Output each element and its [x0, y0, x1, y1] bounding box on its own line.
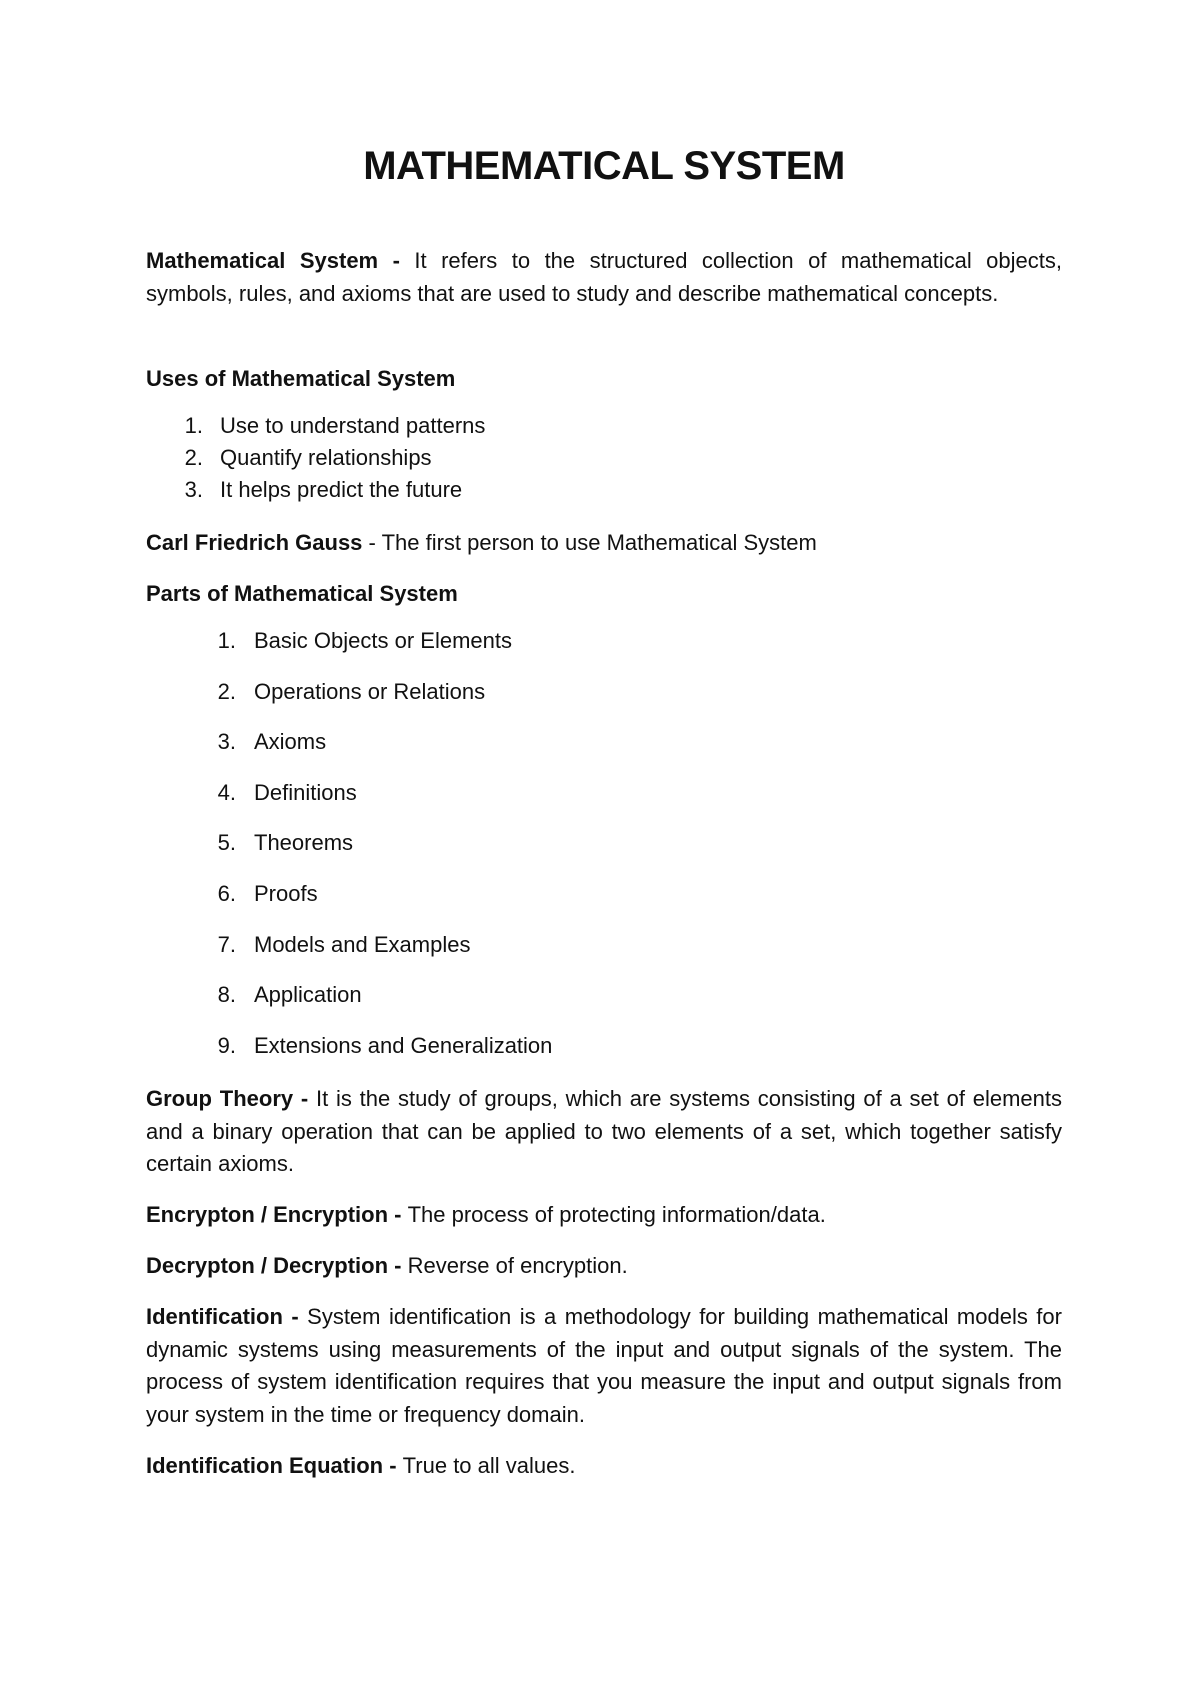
decryption-term: Decrypton / Decryption - — [146, 1253, 408, 1278]
encryption-paragraph — [146, 1199, 1062, 1232]
identification-equation-term: Identification Equation - — [146, 1453, 403, 1478]
uses-heading: Uses of Mathematical System — [146, 366, 456, 391]
list-item: 3. Axioms — [217, 729, 327, 754]
identification-term: Identification - — [146, 1304, 308, 1329]
identification-equation-paragraph — [146, 1450, 1062, 1483]
identification-text: System identification is a methodology for building mathematical models for dynamic systems using measurements of the input and output signals of the system. The process of system identification requires that you measure the input and output signals from your system in the time or frequency domain. — [146, 1304, 1062, 1427]
decryption-text: Reverse of encryption. — [407, 1253, 628, 1278]
list-item: 3. It helps predict the future — [184, 477, 463, 502]
definition-term: Mathematical System - — [146, 248, 415, 273]
list-item: 1. Use to understand patterns — [184, 413, 486, 438]
list-item: 5. Theorems — [217, 830, 354, 855]
identification-equation-text: True to all values. — [402, 1453, 576, 1478]
group-theory-term: Group Theory - — [146, 1086, 316, 1111]
group-theory-paragraph — [146, 1083, 1062, 1181]
definition-text: It refers to the structured collection of mathematical objects, symbols, rules, and axioms that are used to study and describe mathematical concepts. — [146, 248, 1063, 306]
list-item: 6. Proofs — [217, 881, 318, 906]
page-title: MATHEMATICAL SYSTEM — [363, 144, 845, 188]
gauss-term: Carl Friedrich Gauss — [146, 530, 363, 555]
list-item: 2. Operations or Relations — [217, 679, 486, 704]
decryption-paragraph — [146, 1250, 1062, 1283]
list-item: 4. Definitions — [217, 780, 357, 805]
group-theory-text: It is the study of groups, which are systems consisting of a set of elements and a binary operation that can be applied to two elements of a set, which together satisfy certain axioms. — [146, 1086, 1062, 1176]
identification-paragraph — [146, 1301, 1062, 1431]
list-item: 1. Basic Objects or Elements — [217, 628, 512, 653]
definition-paragraph — [146, 245, 1062, 310]
list-item: 8. Application — [217, 982, 362, 1007]
list-item: 2. Quantify relationships — [184, 445, 432, 470]
encryption-text: The process of protecting information/data. — [407, 1202, 826, 1227]
list-item: 9. Extensions and Generalization — [217, 1033, 553, 1058]
parts-heading: Parts of Mathematical System — [146, 581, 458, 606]
gauss-text: - The first person to use Mathematical System — [362, 530, 817, 555]
gauss-paragraph — [146, 527, 1062, 560]
encryption-term: Encrypton / Encryption - — [146, 1202, 408, 1227]
list-item: 7. Models and Examples — [217, 932, 471, 957]
